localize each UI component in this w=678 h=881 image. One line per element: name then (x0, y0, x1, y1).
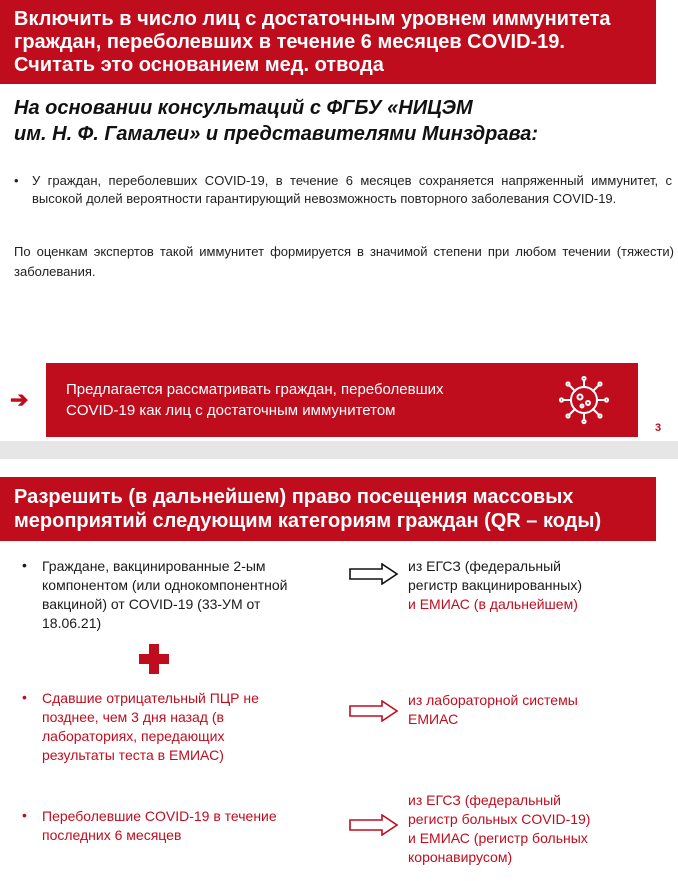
source-line: ЕМИАС (408, 711, 459, 727)
arrow-right-icon: ➔ (10, 387, 29, 412)
source-vaccinated (408, 557, 582, 614)
source-recovered (408, 791, 590, 867)
category-line: Граждане, вакцинированные 2-ым (42, 558, 266, 574)
bullet-dot-icon: • (22, 807, 27, 823)
banner-line: Считать это основанием мед. отвода (14, 54, 384, 76)
category-line: Переболевшие COVID-19 в течение (42, 808, 277, 824)
banner-line: мероприятий следующим категориям граждан (QR – коды) (14, 510, 602, 532)
banner-line: граждан, переболевших в течение 6 месяцев COVID-19. (14, 31, 565, 53)
callout-line: COVID-19 как лиц с достаточным иммунитетом (66, 402, 396, 419)
subtitle-line: На основании консультаций с ФГБУ «НИЦЭМ (14, 97, 473, 119)
category-line: лабораториях, передающих (42, 728, 225, 744)
source-line: из ЕГСЗ (федеральный (408, 558, 561, 574)
bullet-dot-icon: • (22, 689, 27, 705)
category-recovered (42, 807, 342, 845)
category-line: последних 6 месяцев (42, 827, 182, 843)
source-line: и ЕМИАС (в дальнейшем) (408, 596, 578, 612)
slide-title-banner (0, 0, 656, 84)
source-line: регистр вакцинированных) (408, 577, 582, 593)
category-line: Сдавшие отрицательный ПЦР не (42, 690, 259, 706)
slide-separator (0, 441, 678, 459)
category-line: компонентом (или однокомпонентной (42, 577, 288, 593)
category-line: вакциной) от COVID-19 (33-УМ от (42, 596, 261, 612)
callout-line: Предлагается рассматривать граждан, переболевших (66, 381, 444, 398)
category-vaccinated (42, 557, 342, 633)
category-line: позднее, чем 3 дня назад (в (42, 709, 224, 725)
bullet-item (14, 172, 672, 208)
bullet-dot-icon: • (22, 557, 27, 573)
bullet-text: У граждан, переболевших COVID-19, в течение 6 месяцев сохраняется напряженный иммунитет, с высокой долей вероятности гарантирующий невозможность повторного заболевания COVID-19. (32, 173, 672, 206)
hollow-arrow-right-icon (349, 563, 399, 585)
subtitle (14, 95, 654, 147)
source-line: коронавирусом) (408, 849, 513, 865)
hollow-arrow-right-icon (349, 700, 399, 722)
callout-text (66, 379, 444, 421)
source-line: регистр больных COVID-19) (408, 811, 591, 827)
subtitle-line: им. Н. Ф. Гамалеи» и представителями Минздрава: (14, 123, 539, 145)
plus-icon (139, 644, 169, 674)
category-line: результаты теста в ЕМИАС) (42, 747, 224, 763)
source-line: и ЕМИАС (регистр больных (408, 830, 588, 846)
category-line: 18.06.21) (42, 615, 102, 631)
category-pcr (42, 689, 342, 765)
slide-4 (0, 459, 678, 881)
page-number: 3 (655, 422, 662, 434)
source-line: из лабораторной системы (408, 692, 578, 708)
banner-line: Разрешить (в дальнейшем) право посещения массовых (14, 486, 574, 508)
virus-icon (554, 375, 614, 425)
bullet-dot-icon: • (14, 173, 19, 188)
slide-title-banner (0, 477, 656, 541)
callout-box (46, 363, 638, 437)
banner-line: Включить в число лиц с достаточным уровнем иммунитета (14, 8, 611, 30)
expert-paragraph: По оценкам экспертов такой иммунитет формируется в значимой степени при любом течении (тяжести) заболевания. (14, 244, 674, 279)
source-line: из ЕГСЗ (федеральный (408, 792, 561, 808)
hollow-arrow-right-icon (349, 814, 399, 836)
source-pcr (408, 691, 578, 729)
